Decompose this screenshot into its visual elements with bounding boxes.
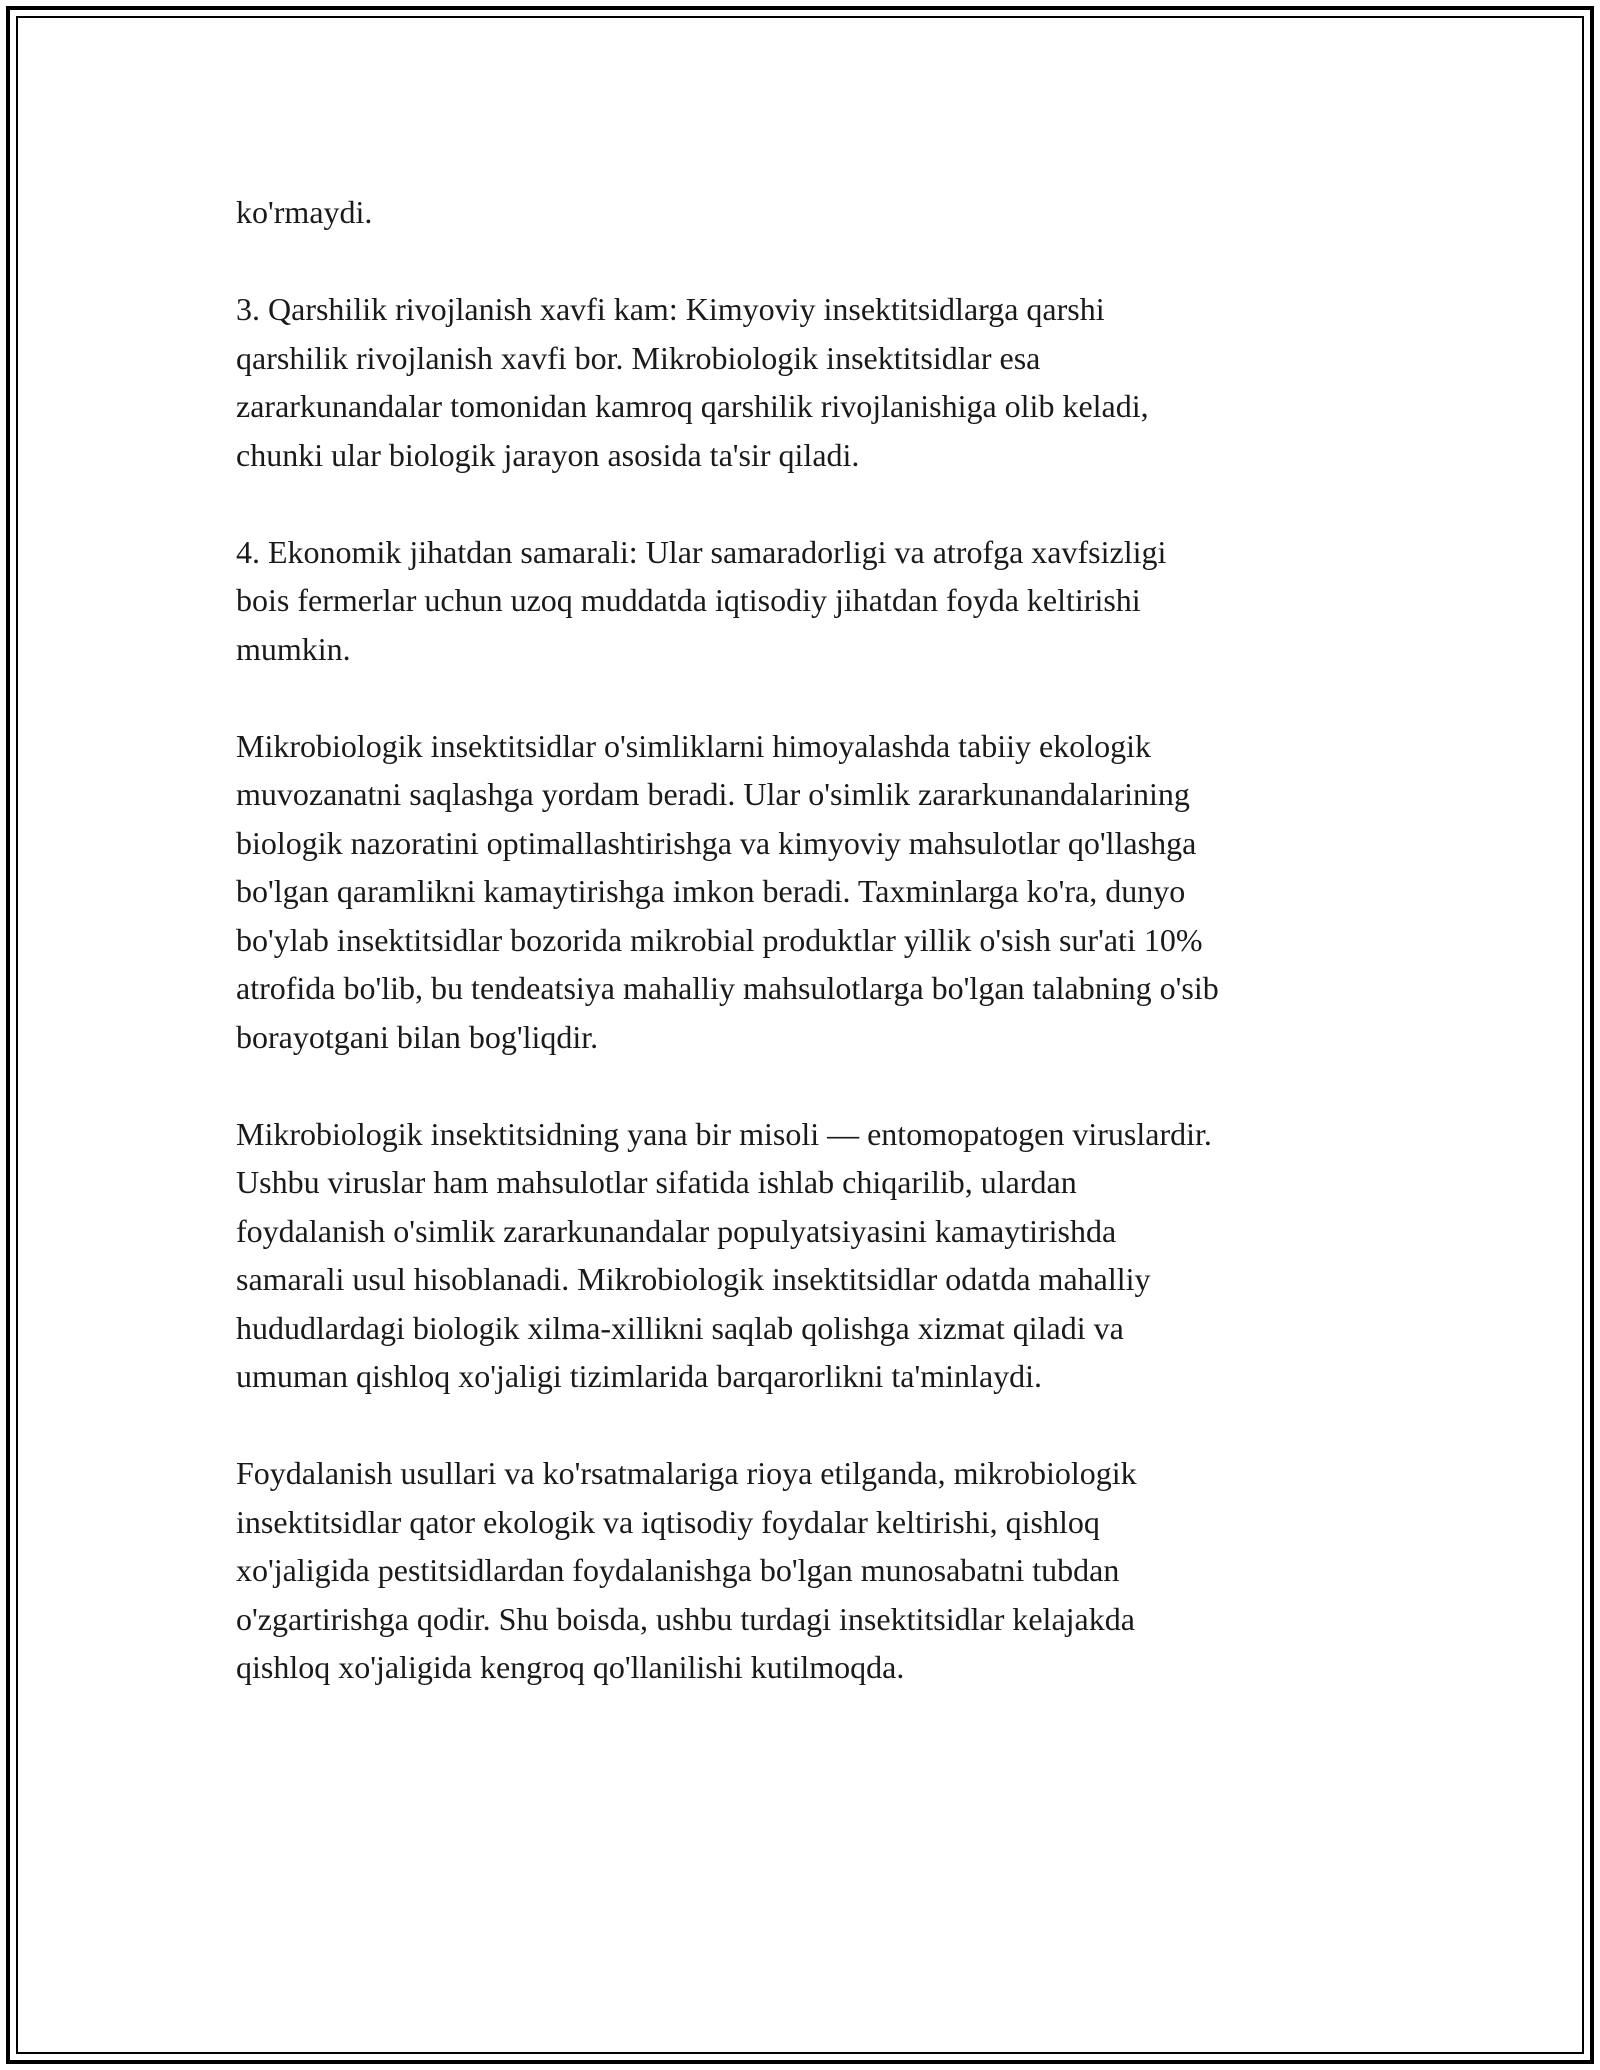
- document-body: [236, 188, 1376, 1692]
- paragraph-ecological-balance: Mikrobiologik insektitsidlar o'simliklarni himoyalashda tabiiy ekologik muvozanatni saqlashga yordam beradi. Ular o'simlik zararkunandalarining biologik nazoratini optimallashtirishga va kimyoviy mahsulotlar qo'llashga bo'lgan qaramlikni kamaytirishga imkon beradi. Taxminlarga ko'ra, dunyo bo'ylab insektitsidlar bozorida mikrobial produktlar yillik o'sish sur'ati 10% atrofida bo'lib, bu tendeatsiya mahalliy mahsulotlarga bo'lgan talabning o'sib borayotgani bilan bog'liqdir.: [236, 727, 1219, 1055]
- paragraph-point-4-economic: 4. Ekonomik jihatdan samarali: Ular samaradorligi va atrofga xavfsizligi bois fermerlar uchun uzoq muddatda iqtisodiy jihatdan foyda keltirishi mumkin.: [236, 533, 1167, 667]
- paragraph-entomopathogenic-viruses: Mikrobiologik insektitsidning yana bir misoli — entomopatogen viruslardir. Ushbu viruslar ham mahsulotlar sifatida ishlab chiqarilib, ulardan foydalanish o'simlik zararkunandalar populyatsiyasini kamaytirishda samarali usul hisoblanadi. Mikrobiologik insektitsidlar odatda mahalliy hududlardagi biologik xilma-xillikni saqlab qolishga xizmat qiladi va umuman qishloq xo'jaligi tizimlarida barqarorlikni ta'minlaydi.: [236, 1115, 1212, 1394]
- paragraph-conclusion: Foydalanish usullari va ko'rsatmalariga rioya etilganda, mikrobiologik insektitsidlar qator ekologik va iqtisodiy foydalar keltirishi, qishloq xo'jaligida pestitsidlardan foydalanishga bo'lgan munosabatni tubdan o'zgartirishga qodir. Shu boisda, ushbu turdagi insektitsidlar kelajakda qishloq xo'jaligida kengroq qo'llanilishi kutilmoqda.: [236, 1455, 1137, 1685]
- paragraph-continuation: ko'rmaydi.: [236, 194, 373, 230]
- paragraph-point-3-resistance: 3. Qarshilik rivojlanish xavfi kam: Kimyoviy insektitsidlarga qarshi qarshilik rivojlanish xavfi bor. Mikrobiologik insektitsidlar esa zararkunandalar tomonidan kamroq qarshilik rivojlanishiga olib keladi, chunki ular biologik jarayon asosida ta'sir qiladi.: [236, 291, 1149, 473]
